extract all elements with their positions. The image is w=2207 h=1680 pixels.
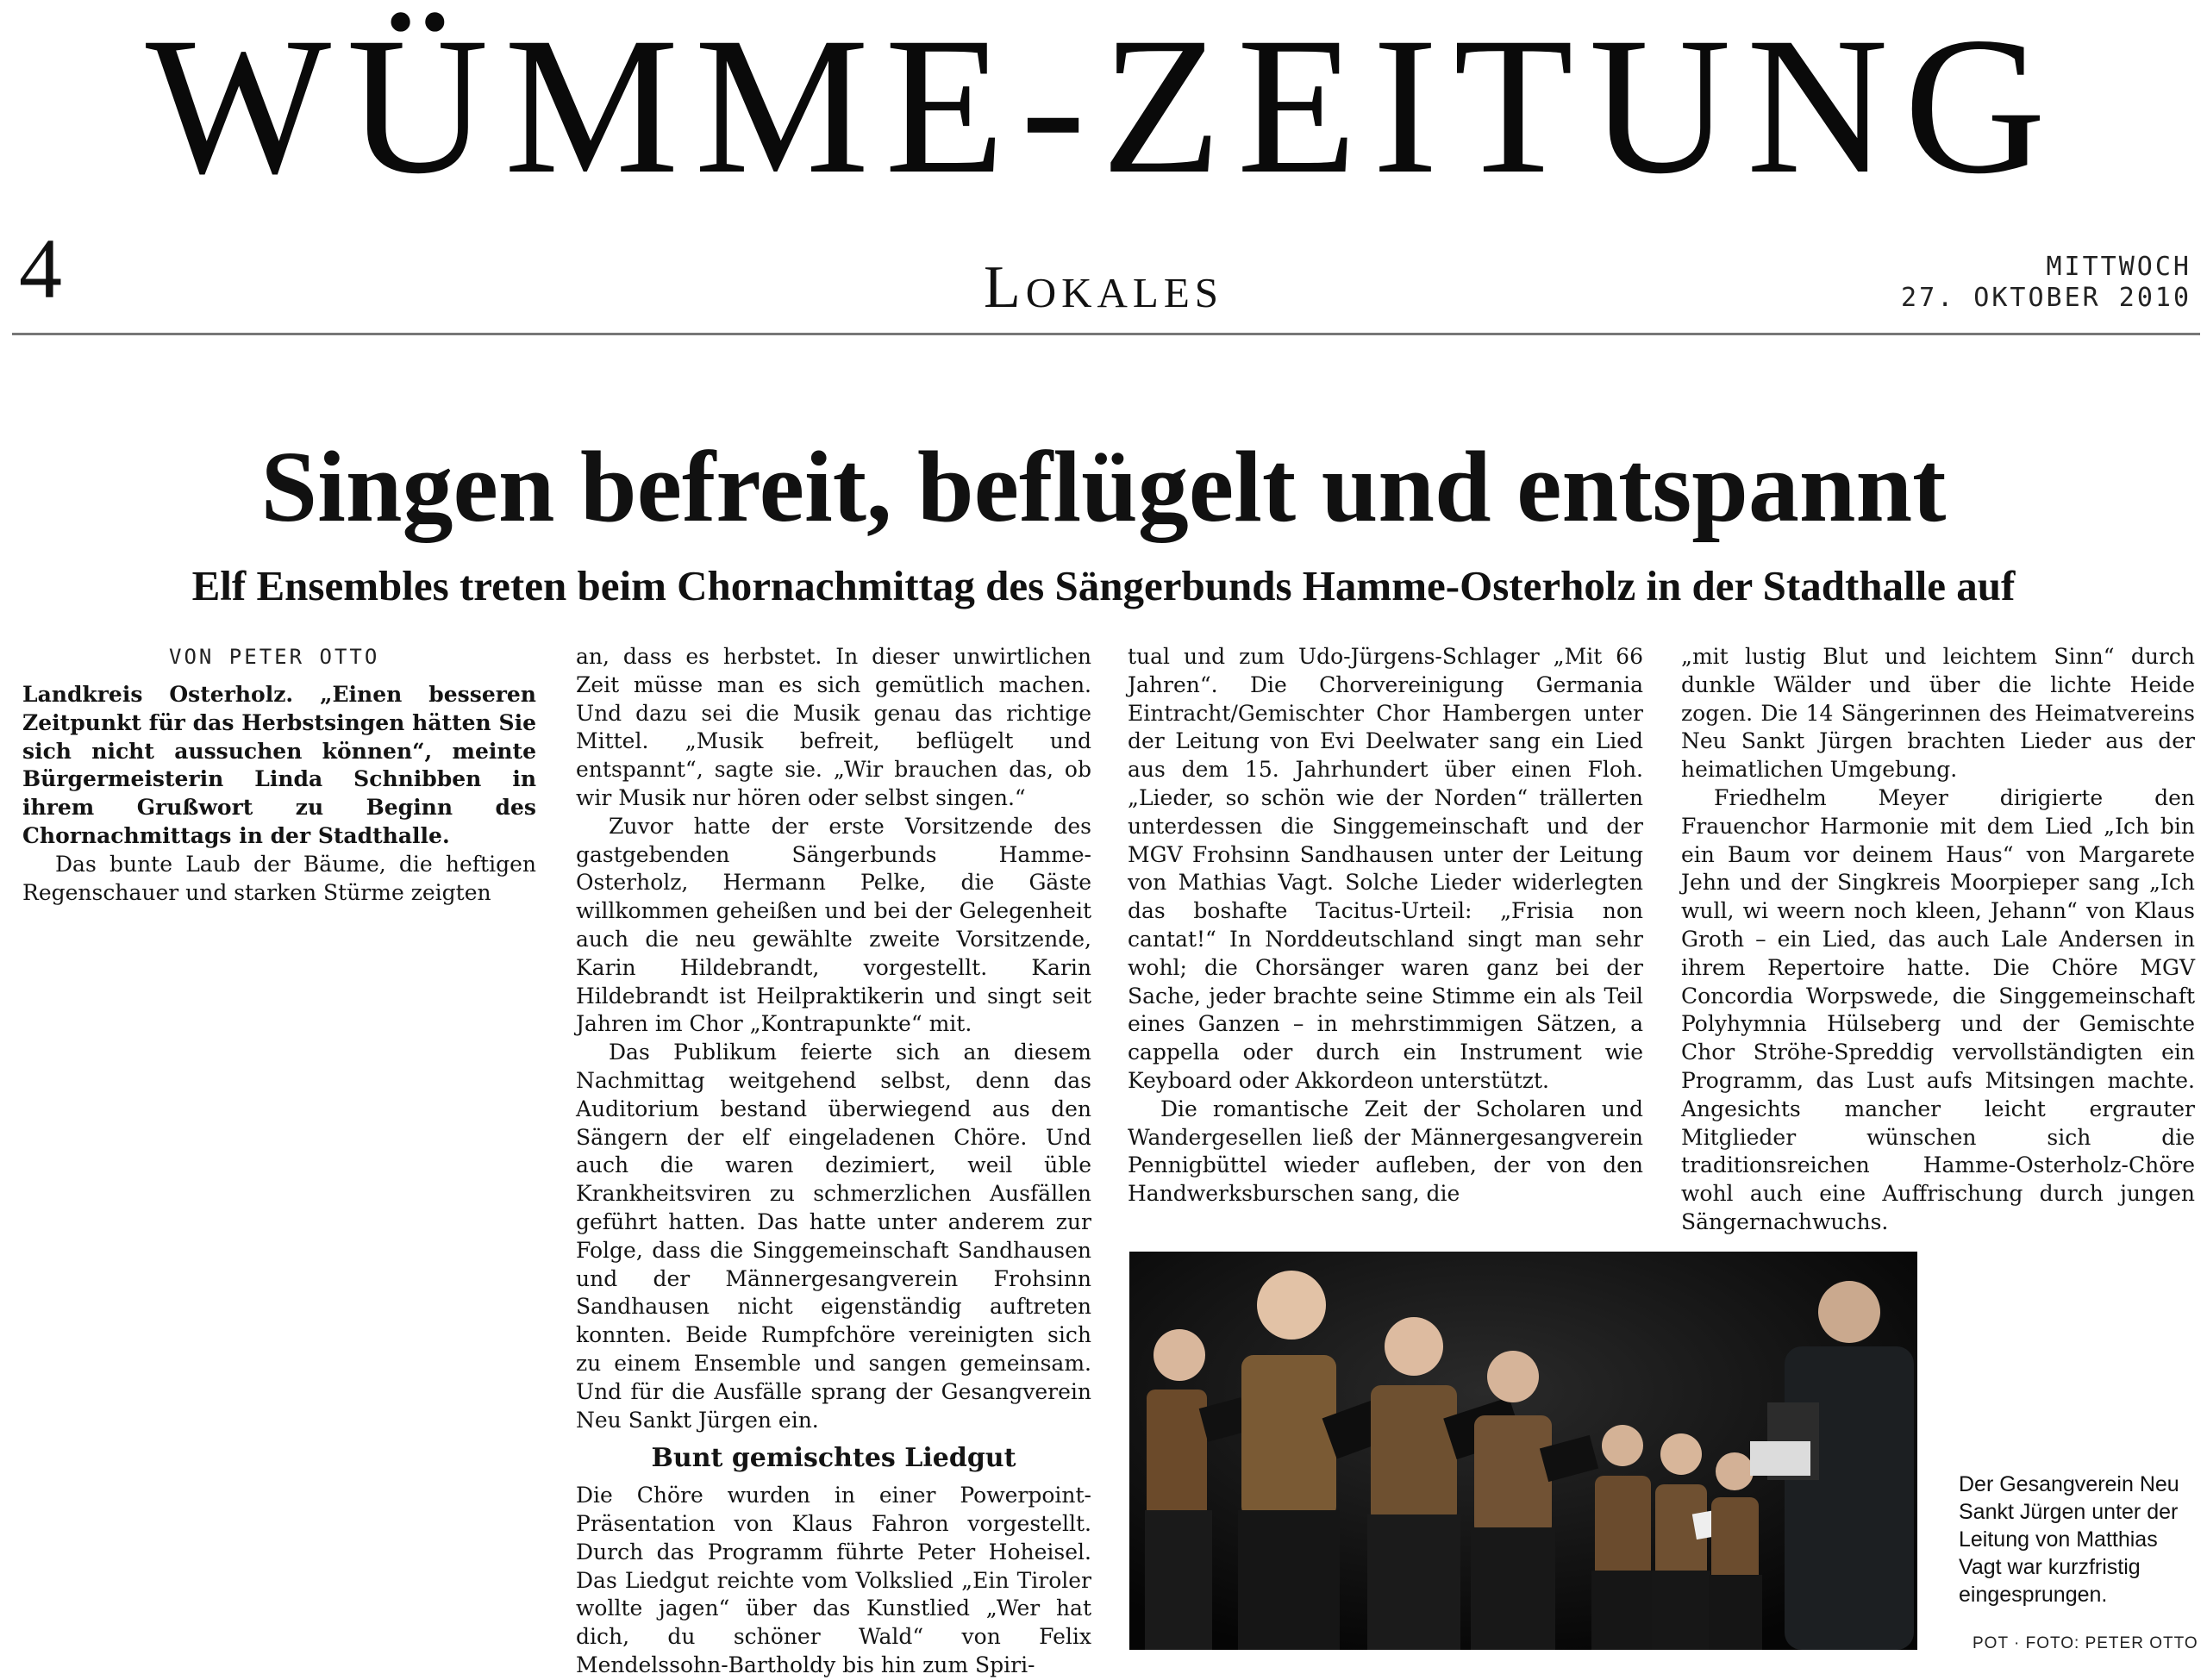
issue-date: 27. OKTOBER 2010	[1901, 283, 2191, 313]
lead-paragraph: Landkreis Osterholz. „Einen besseren Zeitpunkt für das Herbstsingen hätten Sie sich nicht aussuchen können“, meinte Bürgermeisterin Linda Schnibben in ihrem Grußwort zu Beginn des Chornachmittags in der Stadthalle.	[22, 682, 536, 848]
choir-photo-illustration	[1129, 1252, 1917, 1650]
paragraph: Die romantische Zeit der Scholaren und Wandergesellen ließ der Männergesangverein Pennigbüttel wieder aufleben, der von den Handwerksburschen sang, die	[1128, 1096, 1643, 1207]
paragraph: Das bunte Laub der Bäume, die heftigen Regenschauer und starken Stürme zeigten	[22, 851, 536, 905]
article-column-4	[1681, 643, 2195, 1237]
weekday: MITTWOCH	[2046, 252, 2191, 282]
masthead: WÜMME-ZEITUNG	[145, 0, 2062, 215]
paragraph: Zuvor hatte der erste Vorsitzende des gastgebenden Sängerbunds Hamme-Osterholz, Hermann Pelke, die Gäste willkommen geheißen und bei der Gelegenheit auch die neu gewählte zweite Vorsitzende, Karin Hildebrandt, vorgestellt. Karin Hildebrandt ist Heilpraktikerin und singt seit Jahren im Chor „Kontrapunkte“ mit.	[576, 813, 1091, 1037]
crosshead: Bunt gemischtes Liedgut	[651, 1443, 1016, 1474]
page-number: 4	[19, 221, 62, 316]
article-subheadline: Elf Ensembles treten beim Chornachmittag des Sängerbunds Hamme-Osterholz in der Stadthalle auf	[191, 562, 2016, 609]
photo-credit: POT · FOTO: PETER OTTO	[1973, 1634, 2198, 1652]
paragraph: „mit lustig Blut und leichtem Sinn“ durch dunkle Wälder und über die lichte Heide zogen. Die 14 Sängerinnen des Heimatvereins Neu Sankt Jürgen brachten Lieder aus der heimatlichen Umgebung.	[1681, 644, 2195, 783]
header-rule	[12, 333, 2200, 335]
article-column-1	[22, 681, 536, 907]
date-block	[1901, 252, 2191, 314]
byline: VON PETER OTTO	[169, 645, 380, 669]
article-column-3	[1128, 643, 1643, 1208]
article-column-2	[576, 643, 1091, 1680]
choir-photo	[1129, 1252, 1917, 1650]
paragraph: Die Chöre wurden in einer Powerpoint-Präsentation von Klaus Fahron vorgestellt. Durch das Programm führte Peter Hoheisel. Das Liedgut reichte vom Volkslied „Ein Tiroler wollte jagen“ über das Kunstlied „Wer hat dich, du schöner Wald“ von Felix Mendelssohn-Bartholdy bis hin zum Spiri-	[576, 1483, 1091, 1677]
paragraph: Das Publikum feierte sich an diesem Nachmittag weitgehend selbst, denn das Auditorium bestand überwiegend aus den Sängern der elf eingeladenen Chöre. Und auch die waren dezimiert, weil üble Krankheitsviren zu schmerzlichen Ausfällen geführt hatten. Das hatte unter anderem zur Folge, dass die Singgemeinschaft Sandhausen und der Männergesangverein Frohsinn Sandhausen nicht eigenständig auftreten konnten. Beide Rumpfchöre vereinigten sich zu einem Ensemble und sangen gemeinsam. Und für die Ausfälle sprang der Gesangverein Neu Sankt Jürgen ein.	[576, 1040, 1091, 1433]
paragraph: an, dass es herbstet. In dieser unwirtlichen Zeit müsse man es sich gemütlich machen. Und dazu sei die Musik genau das richtige Mittel. „Musik befreit, beflügelt und entspannt“, sagte sie. „Wir brauchen das, ob wir Musik nur hören oder selbst singen.“	[576, 644, 1091, 810]
section-title: Lokales	[983, 254, 1224, 321]
paragraph: tual und zum Udo-Jürgens-Schlager „Mit 66 Jahren“. Die Chorvereinigung Germania Eintracht/Gemischter Chor Hambergen unter der Leitung von Evi Deelwater sang ein Lied aus dem 15. Jahrhundert über einen Floh. „Lieder, so schön wie der Norden“ trällerten unterdessen die Singgemeinschaft und der MGV Frohsinn Sandhausen unter der Leitung von Mathias Vagt. Solche Lieder widerlegten das boshafte Tacitus-Urteil: „Frisia non cantat!“ In Norddeutschland singt man sehr wohl; die Chorsänger waren ganz bei der Sache, jeder brachte seine Stimme ein als Teil eines Ganzen – in mehrstimmigen Sätzen, a cappella oder durch ein Instrument wie Keyboard oder Akkordeon unterstützt.	[1128, 644, 1643, 1093]
article-headline: Singen befreit, beflügelt und entspannt	[260, 430, 1947, 543]
paragraph: Friedhelm Meyer dirigierte den Frauenchor Harmonie mit dem Lied „Ich bin ein Baum vor deinem Haus“ von Margarete Jehn und der Singkreis Moorpieper sang „Ich wull, wi weern noch kleen, Jehann“ von Klaus Groth – ein Lied, das auch Lale Andersen in ihrem Repertoire hatte. Die Chöre MGV Concordia Worpswede, die Singgemeinschaft Polyhymnia Hülseberg und der Gemischte Chor Ströhe-Spreddig vervollständigten ein Programm, das Lust aufs Mitsingen machte. Angesichts mancher leicht ergrauter Mitglieder wünschen sich die traditionsreichen Hamme-Osterholz-Chöre wohl auch eine Auffrischung durch jungen Sängernachwuchs.	[1681, 784, 2195, 1234]
photo-caption: Der Gesangverein Neu Sankt Jürgen unter der Leitung von Matthias Vagt war kurzfristig eingesprungen.	[1959, 1472, 2179, 1607]
